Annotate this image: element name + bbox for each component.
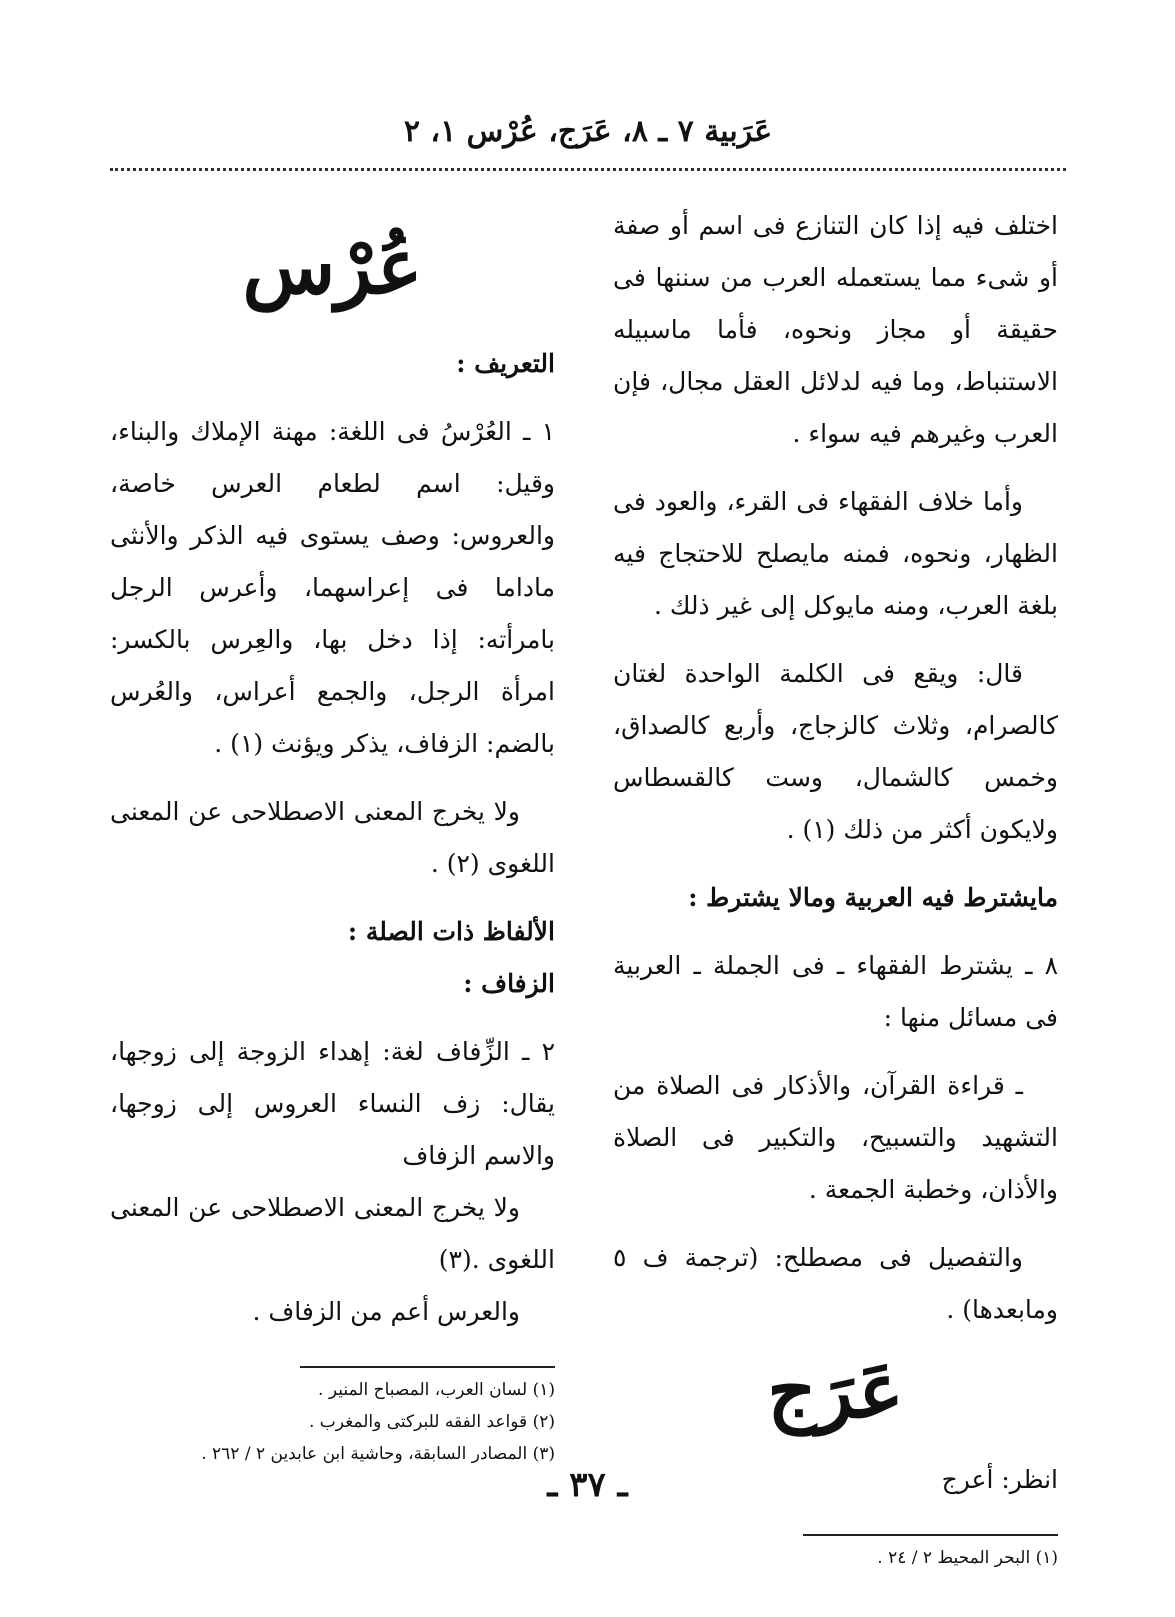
footnote-rule	[803, 1534, 1058, 1536]
left-column	[110, 200, 555, 1470]
section-heading: مايشترط فيه العربية ومالا يشترط :	[688, 883, 1058, 912]
footnote: (١) لسان العرب، المصباح المنير .	[318, 1380, 555, 1400]
paragraph: ـ قراءة القرآن، والأذكار فى الصلاة من التشهيد والتسبيح، والتكبير فى الصلاة والأذان، وخطبة الجمعة .	[613, 1071, 1058, 1204]
subsection-heading: الزفاف :	[463, 969, 555, 998]
paragraph: ولا يخرج المعنى الاصطلاحى عن المعنى اللغوى .(٣)	[110, 1193, 555, 1274]
paragraph: والعرس أعم من الزفاف .	[252, 1297, 520, 1326]
page-number: ـ ٣٧ ـ	[547, 1465, 628, 1505]
paragraph: ١ ـ العُرْسُ فى اللغة: مهنة الإملاك والبناء، وقيل: اسم لطعام العرس خاصة، والعروس: وصف يستوى فيه الذكر والأنثى ماداما فى إعراسهما، وأعرس الرجل بامرأته: إذا دخل بها، والعِرس بالكسر: امرأة الرجل، والجمع أعراس، والعُرس بالضم: الزفاف، يذكر ويؤنث (١) .	[110, 417, 555, 758]
paragraph: قال: ويقع فى الكلمة الواحدة لغتان كالصرام، وثلاث كالزجاج، وأربع كالصداق، وخمس كالشمال، وست كالقسطاس ولايكون أكثر من ذلك (١) .	[613, 659, 1058, 844]
see-also: انظر: أعرج	[941, 1465, 1058, 1494]
entry-title: عَرَج	[767, 1346, 904, 1435]
paragraph: ولا يخرج المعنى الاصطلاحى عن المعنى اللغوى (٢) .	[110, 797, 555, 878]
section-heading: التعريف :	[456, 349, 555, 378]
entry-title: عُرْس	[242, 222, 423, 311]
running-header: عَرَبية ٧ ـ ٨، عَرَج، عُرْس ١، ٢	[403, 114, 773, 149]
right-column	[613, 200, 1058, 1574]
header-divider	[110, 168, 1066, 171]
footnote: (١) البحر المحيط ٢ / ٢٤ .	[877, 1548, 1058, 1568]
paragraph: وأما خلاف الفقهاء فى القرء، والعود فى الظهار، ونحوه، فمنه مايصلح للاحتجاج فيه بلغة العرب، ومنه مايوكل إلى غير ذلك .	[613, 487, 1058, 620]
footnote: (٢) قواعد الفقه للبركتى والمغرب .	[309, 1412, 555, 1432]
footnote-rule	[300, 1366, 555, 1368]
paragraph: اختلف فيه إذا كان التنازع فى اسم أو صفة أو شىء مما يستعمله العرب من سننها فى حقيقة أو مجاز ونحوه، فأما ماسبيله الاستنباط، وما فيه لدلائل العقل مجال، فإن العرب وغيرهم فيه سواء .	[613, 211, 1058, 448]
section-heading: الألفاظ ذات الصلة :	[347, 917, 555, 946]
paragraph: ٢ ـ الزِّفاف لغة: إهداء الزوجة إلى زوجها، يقال: زف النساء العروس إلى زوجها، والاسم الزفاف	[110, 1037, 555, 1170]
footnote: (٣) المصادر السابقة، وحاشية ابن عابدين ٢ / ٢٦٢ .	[201, 1444, 555, 1464]
paragraph: والتفصيل فى مصطلح: (ترجمة ف ٥ ومابعدها) .	[613, 1243, 1058, 1324]
paragraph: ٨ ـ يشترط الفقهاء ـ فى الجملة ـ العربية فى مسائل منها :	[613, 951, 1058, 1032]
